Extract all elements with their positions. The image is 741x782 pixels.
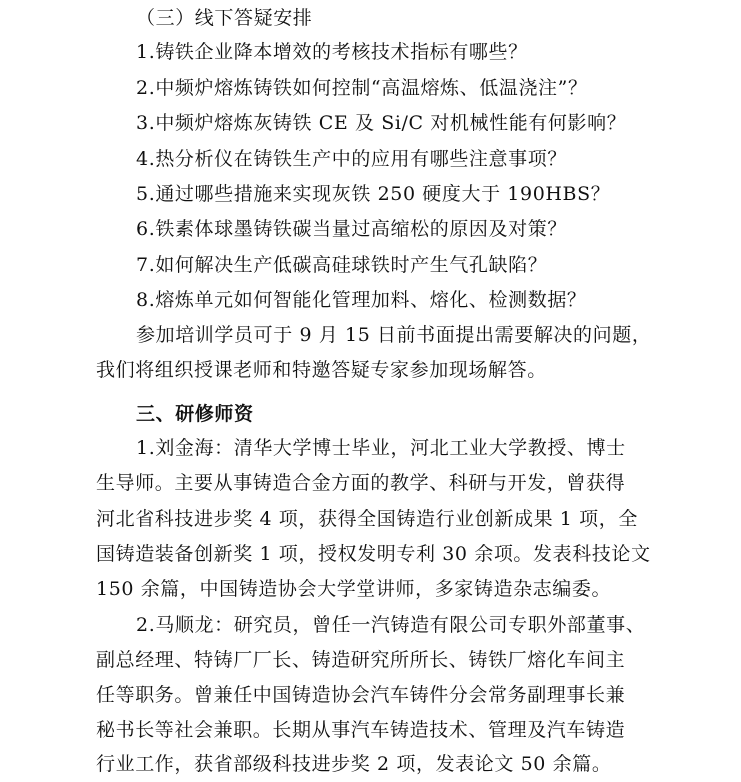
question-item: 8.熔炼单元如何智能化管理加料、熔化、检测数据？ <box>136 289 587 311</box>
question-item: 5.通过哪些措施来实现灰铁 250 硬度大于 190HBS？ <box>136 183 611 205</box>
faculty-section-heading: 三、研修师资 <box>136 403 254 425</box>
teacher-bio-line: 150 余篇，中国铸造协会大学堂讲师，多家铸造杂志编委。 <box>96 578 612 600</box>
teacher-bio-line: 秘书长等社会兼职。长期从事汽车铸造技术、管理及汽车铸造 <box>96 719 626 741</box>
question-item: 7.如何解决生产低碳高硅球铁时产生气孔缺陷？ <box>136 254 548 276</box>
teacher-bio-line: 国铸造装备创新奖 1 项，授权发明专利 30 余项。发表科技论文 <box>96 543 651 565</box>
teacher-bio-line: 1.刘金海：清华大学博士毕业，河北工业大学教授、博士 <box>136 437 626 459</box>
question-item: 2.中频炉熔炼铸铁如何控制“高温熔炼、低温浇注”？ <box>136 77 588 99</box>
qa-note-line: 我们将组织授课老师和特邀答疑专家参加现场解答。 <box>96 359 547 381</box>
qa-section-heading: （三）线下答疑安排 <box>136 7 313 29</box>
question-item: 4.热分析仪在铸铁生产中的应用有哪些注意事项？ <box>136 148 567 170</box>
teacher-bio-line: 2.马顺龙：研究员，曾任一汽铸造有限公司专职外部董事、 <box>136 614 646 636</box>
teacher-bio-line: 行业工作，获省部级科技进步奖 2 项，发表论文 50 余篇。 <box>96 753 612 775</box>
question-item: 6.铁素体球墨铸铁碳当量过高缩松的原因及对策？ <box>136 218 567 240</box>
teacher-bio-line: 任等职务。曾兼任中国铸造协会汽车铸件分会常务副理事长兼 <box>96 684 626 706</box>
question-item: 1.铸铁企业降本增效的考核技术指标有哪些？ <box>136 41 528 63</box>
qa-note-line: 参加培训学员可于 9 月 15 日前书面提出需要解决的问题， <box>136 324 652 346</box>
question-item: 3.中频炉熔炼灰铸铁 CE 及 Si/C 对机械性能有何影响？ <box>136 112 627 134</box>
teacher-bio-line: 副总经理、特铸厂厂长、铸造研究所所长、铸铁厂熔化车间主 <box>96 649 626 671</box>
teacher-bio-line: 河北省科技进步奖 4 项，获得全国铸造行业创新成果 1 项，全 <box>96 508 638 530</box>
teacher-bio-line: 生导师。主要从事铸造合金方面的教学、科研与开发，曾获得 <box>96 472 626 494</box>
